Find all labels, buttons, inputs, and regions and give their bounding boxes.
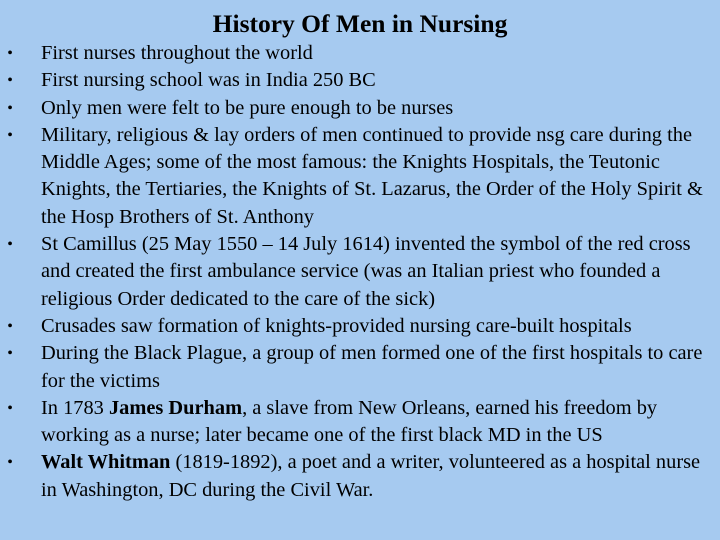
bullet-text: Only men were felt to be pure enough to be nurses: [41, 96, 454, 119]
bullet-bold-name: Walt Whitman: [41, 451, 171, 474]
bullet-prefix: In 1783: [41, 396, 109, 419]
bullet-item-first-nurses: [0, 40, 720, 67]
bullet-icon: •: [7, 454, 13, 472]
bullet-icon: •: [7, 126, 13, 144]
bullet-icon: •: [7, 317, 13, 335]
bullet-item-st-camillus: [0, 231, 720, 313]
bullet-icon: •: [7, 99, 13, 117]
slide-title: History Of Men in Nursing: [212, 9, 508, 38]
bullet-item-military-orders: [0, 122, 720, 231]
bullet-item-crusades: [0, 313, 720, 340]
bullet-icon: •: [7, 45, 13, 62]
bullet-text: Crusades saw formation of knights-provided nursing care-built hospitals: [41, 314, 632, 337]
bullet-text: St Camillus (25 May 1550 – 14 July 1614) invented the symbol of the red cross and created the first ambulance service (was an Italian priest who founded a religious Order dedicated to the care of the sick): [41, 233, 691, 310]
bullet-item-only-men: [0, 95, 720, 122]
bullet-text: Military, religious & lay orders of men continued to provide nsg care during the Middle Ages; some of the most famous: the Knights Hospitals, the Teutonic Knights, the Tertiaries, the Knights of St. Lazarus, the Order of the Holy Spirit & the Hosp Brothers of St. Anthony: [41, 123, 703, 228]
bullet-bold-name: James Durham: [108, 396, 243, 419]
bullet-icon: •: [7, 399, 13, 417]
bullet-item-black-plague: [0, 340, 720, 395]
bullet-text: (1819-1892), a poet and a writer, volunteered as a hospital nurse in Washington, DC during the Civil War.: [41, 451, 701, 501]
bullet-item-first-nursing-school: [0, 67, 720, 94]
bullet-icon: •: [7, 72, 13, 90]
bullet-text: , a slave from New Orleans, earned his freedom by working as a nurse; later became one of the first black MD in the US: [41, 396, 658, 447]
bullet-item-james-durham: [0, 395, 720, 450]
bullet-text: First nurses throughout the world: [41, 42, 313, 64]
bullet-icon: •: [7, 236, 13, 254]
bullet-icon: •: [7, 345, 13, 363]
bullet-item-walt-whitman: [0, 449, 720, 504]
bullet-text: During the Black Plague, a group of men formed one of the first hospitals to care for the victims: [41, 342, 703, 392]
bullet-list: [0, 40, 720, 504]
bullet-text: First nursing school was in India 250 BC: [41, 69, 376, 92]
